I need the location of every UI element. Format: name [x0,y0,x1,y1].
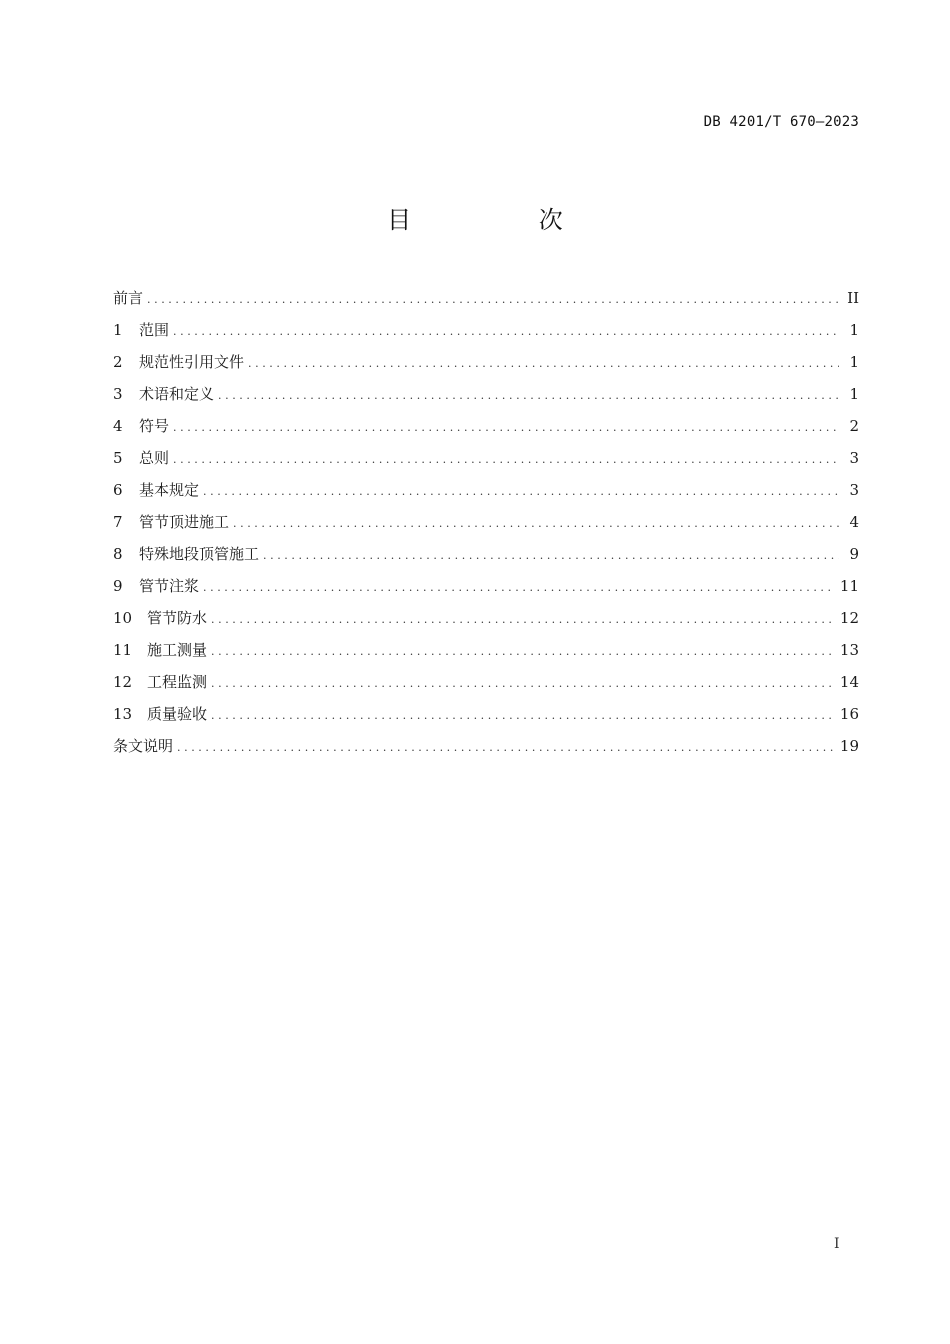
toc-entry-label: 质量验收 [147,705,208,723]
toc-entry-label: 工程监测 [147,673,208,691]
toc-entry-page: 13 [839,641,859,659]
toc-entry-number: 4 [113,417,123,435]
toc-entry-2[interactable] [113,351,859,383]
toc-entry-1[interactable] [113,319,859,351]
toc-entry-page: 16 [839,705,859,723]
toc-entry-explanation[interactable] [113,735,859,767]
toc-entry-label: 总则 [139,449,170,467]
toc-entry-11[interactable] [113,639,859,671]
toc-dot-leader [173,449,839,471]
toc-entry-8[interactable] [113,543,859,575]
toc-entry-page: 9 [849,545,859,563]
table-of-contents [113,287,859,767]
toc-dot-leader [211,705,834,727]
toc-dot-leader [173,417,839,439]
toc-entry-page: 1 [849,385,859,403]
document-code: DB 4201/T 670—2023 [703,114,859,130]
toc-entry-10[interactable] [113,607,859,639]
toc-entry-page: 1 [849,353,859,371]
toc-entry-number: 5 [113,449,123,467]
toc-dot-leader [203,481,839,503]
toc-entry-3[interactable] [113,383,859,415]
toc-entry-label: 规范性引用文件 [139,353,245,371]
toc-entry-label: 范围 [139,321,170,339]
toc-dot-leader [147,289,839,311]
toc-dot-leader [211,609,834,631]
toc-entry-page: 12 [839,609,859,627]
toc-entry-page: 19 [839,737,859,755]
toc-entry-9[interactable] [113,575,859,607]
toc-entry-page: 11 [839,577,859,595]
toc-dot-leader [218,385,839,407]
toc-dot-leader [211,673,834,695]
toc-entry-number: 10 [113,609,133,627]
page-title: 目 次 [387,206,623,234]
toc-entry-label: 管节防水 [147,609,208,627]
toc-entry-label: 条文说明 [113,737,174,755]
toc-entry-4[interactable] [113,415,859,447]
toc-entry-page: 3 [849,481,859,499]
toc-entry-label: 特殊地段顶管施工 [139,545,260,563]
toc-entry-page: 2 [849,417,859,435]
toc-entry-number: 1 [113,321,123,339]
toc-dot-leader [263,545,839,567]
toc-entry-5[interactable] [113,447,859,479]
toc-entry-number: 3 [113,385,123,403]
toc-entry-page: 14 [839,673,859,691]
toc-dot-leader [233,513,839,535]
toc-entry-label: 术语和定义 [139,385,215,403]
toc-entry-number: 9 [113,577,123,595]
toc-dot-leader [203,577,834,599]
toc-entry-12[interactable] [113,671,859,703]
toc-entry-13[interactable] [113,703,859,735]
toc-entry-label: 管节顶进施工 [139,513,230,531]
toc-entry-number: 13 [113,705,133,723]
toc-entry-foreword[interactable] [113,287,859,319]
toc-dot-leader [211,641,834,663]
toc-entry-7[interactable] [113,511,859,543]
toc-entry-page: II [847,289,859,307]
toc-entry-number: 7 [113,513,123,531]
toc-entry-page: 3 [849,449,859,467]
toc-entry-label: 符号 [139,417,170,435]
toc-entry-label: 管节注浆 [139,577,200,595]
page-number: I [834,1236,840,1252]
toc-entry-number: 12 [113,673,133,691]
toc-entry-label: 前言 [113,289,144,307]
toc-entry-page: 1 [849,321,859,339]
toc-entry-6[interactable] [113,479,859,511]
toc-dot-leader [177,737,834,759]
toc-entry-label: 施工测量 [147,641,208,659]
toc-dot-leader [173,321,839,343]
toc-entry-label: 基本规定 [139,481,200,499]
toc-entry-number: 8 [113,545,123,563]
toc-dot-leader [248,353,839,375]
toc-entry-page: 4 [849,513,859,531]
toc-entry-number: 11 [113,641,133,659]
toc-entry-number: 2 [113,353,123,371]
toc-entry-number: 6 [113,481,123,499]
